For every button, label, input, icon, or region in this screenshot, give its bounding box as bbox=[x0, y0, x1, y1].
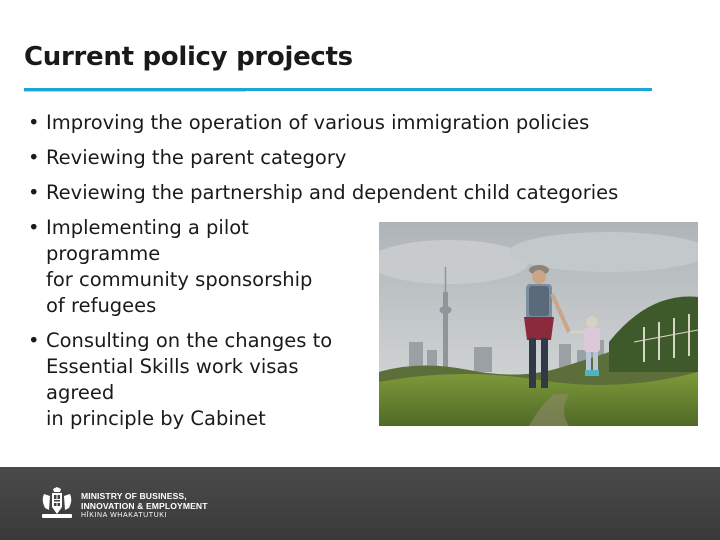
org-name bbox=[81, 491, 208, 521]
org-name-line: MINISTRY OF BUSINESS, bbox=[81, 491, 187, 501]
title-underline-shadow bbox=[24, 91, 246, 92]
bullet-dot: • bbox=[28, 329, 40, 352]
bullet-text: Reviewing the parent category bbox=[46, 146, 347, 169]
bullet-item bbox=[28, 215, 366, 319]
bullet-dot: • bbox=[28, 111, 40, 134]
bullet-item bbox=[28, 180, 628, 206]
bullet-item bbox=[28, 110, 628, 136]
bullet-dot: • bbox=[28, 216, 40, 239]
bullet-dot: • bbox=[28, 146, 40, 169]
bullet-dot: • bbox=[28, 181, 40, 204]
bullet-text: Implementing a pilot programme bbox=[46, 216, 249, 265]
bullet-text: Reviewing the partnership and dependent child categories bbox=[46, 181, 619, 204]
bullet-text: of refugees bbox=[46, 294, 157, 317]
org-maori-name: HĪKINA WHAKATUTUKI bbox=[81, 512, 168, 519]
bullet-text: Essential Skills work visas agreed bbox=[46, 355, 299, 404]
family-walking-photo bbox=[379, 222, 698, 426]
org-name-line: INNOVATION & EMPLOYMENT bbox=[81, 501, 208, 511]
bullet-text: in principle by Cabinet bbox=[46, 407, 266, 430]
nz-coat-of-arms-icon bbox=[38, 486, 76, 522]
bullet-text: Improving the operation of various immigration policies bbox=[46, 111, 590, 134]
footer-bar bbox=[0, 467, 720, 540]
bullet-text: for community sponsorship bbox=[46, 268, 313, 291]
bullet-item bbox=[28, 328, 366, 432]
bullet-item bbox=[28, 145, 628, 171]
bullet-text: Consulting on the changes to bbox=[46, 329, 333, 352]
slide-title: Current policy projects bbox=[24, 42, 353, 72]
